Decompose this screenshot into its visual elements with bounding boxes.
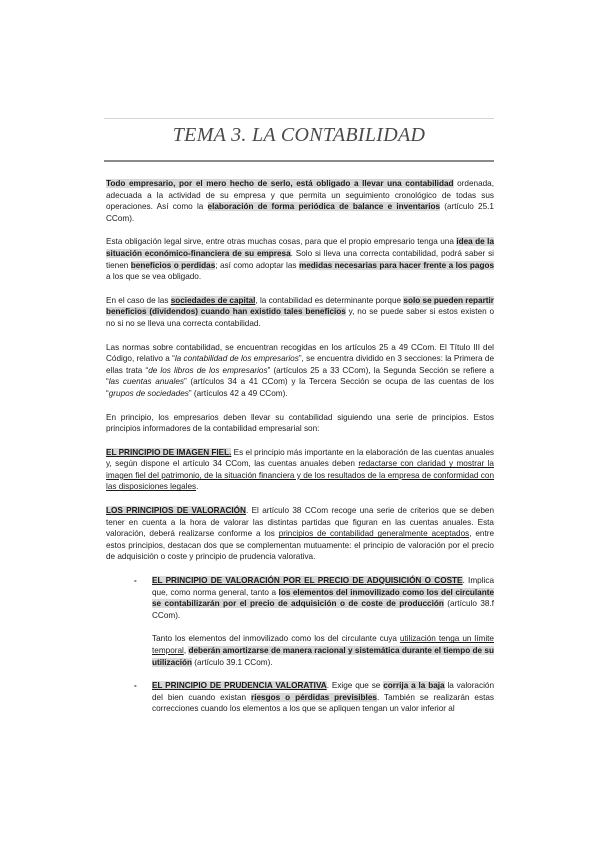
highlight-text: elaboración de forma periódica de balance e inventarios xyxy=(207,202,441,212)
paragraph-purpose xyxy=(106,236,494,282)
text: Las normas sobre contabilidad, se encuentran recogidas en los artículos 25 a 49 CCom. El Título III del Código, relativo a “ xyxy=(106,342,494,364)
highlight-text: LOS PRINCIPIOS DE VALORACIÓN xyxy=(106,506,246,516)
text: (artículo 39.1 CCom). xyxy=(192,657,273,667)
text: . xyxy=(196,482,199,492)
text: Tanto los elementos del inmovilizado como los del circulante cuya xyxy=(152,634,400,644)
text: Esta obligación legal sirve, entre otras muchas cosas, para que el propio empresario tenga una xyxy=(106,237,457,247)
highlight-text: los elementos del inmovilizado como los del circulante se contabilizarán por el precio de adquisición o de coste de producción xyxy=(152,587,494,609)
text: ordenada, adecuada a la actividad de su empresa y que permita un seguimiento cronológico de todas sus operaciones. Así como la xyxy=(106,179,495,212)
highlight-text: deberán amortizarse de manera racional y sistemática durante el tiempo de su utilización xyxy=(152,646,494,667)
italic-text: la contabilidad de los empresarios xyxy=(174,354,299,364)
list-item-prudencia xyxy=(106,680,494,715)
underlined-text: utilización tenga un límite temporal xyxy=(152,634,494,655)
highlight-text: sociedades de capital xyxy=(170,295,256,305)
text: y, no se puede saber si estos existen o no si no se lleva una correcta contabilidad. xyxy=(106,307,494,328)
text: . Solo si lleva una correcta contabilidad, podrá saber si tienen xyxy=(106,248,494,270)
text: (artículo 25.1 CCom). xyxy=(106,202,494,223)
text: , xyxy=(183,646,189,655)
paragraph-obligation xyxy=(106,178,494,224)
highlight-text: EL PRINCIPIO DE IMAGEN FIEL. xyxy=(106,447,232,457)
paragraph-principios-intro: En principio, los empresarios deben llevar su contabilidad siguiendo una serie de principios. Estos principios informadores de la contabilidad empresarial son: xyxy=(106,412,494,434)
text: ”, se encuentra dividido en 3 secciones: la Primera de ellas trata “ xyxy=(106,354,494,375)
underlined-text: redactarse con claridad y mostrar la imagen fiel del patrimonio, de la situación financiera y de los resultados de la empresa de conformidad con las disposiciones legales xyxy=(106,459,494,492)
header-rule xyxy=(104,118,494,119)
text: , la contabilidad es determinante porque xyxy=(255,295,404,305)
text: a los que se vea obligado. xyxy=(106,272,202,282)
text: . Exige que se xyxy=(326,681,384,691)
paragraph-prudencia xyxy=(152,680,494,715)
text: . Implica que, como norma general, tanto a xyxy=(152,576,494,597)
document-body xyxy=(106,178,494,727)
bullet-dash: - xyxy=(134,576,137,586)
underlined-text: principios de contabilidad generalmente aceptados xyxy=(278,529,470,539)
text: , entre estos principios, destacan dos que se complementan mutuamente: el principio de valoración por el precio de adquisición o coste y principio de prudencia valorativa. xyxy=(106,529,494,562)
highlight-text: EL PRINCIPIO DE VALORACIÓN POR EL PRECIO DE ADQUISICIÓN O COSTE xyxy=(152,576,463,586)
page-title: TEMA 3. LA CONTABILIDAD xyxy=(172,124,426,146)
text: Es el principio más importante en la elaboración de las cuentas anuales y, según dispone el artículo 34 CCom, las cuentas anuales deben xyxy=(106,447,495,469)
paragraph-amortizacion xyxy=(152,633,494,668)
bullet-dash: - xyxy=(134,681,137,691)
text: . El artículo 38 CCom recoge una serie de criterios que se deben tener en cuenta a la hora de valorar las distintas partidas que figuran en las cuentas anuales. Esta valoración, deberá realizarse conforme a los xyxy=(106,506,494,539)
paragraph-imagen-fiel xyxy=(106,447,494,493)
italic-text: grupos de sociedades xyxy=(108,388,189,398)
text: ” (artículos 25 a 33 CCom), la Segunda Sección se refiere a “ xyxy=(106,365,495,387)
paragraph-normas xyxy=(106,342,494,400)
highlight-text: riesgos o pérdidas previsibles xyxy=(251,692,377,702)
paragraph-sociedades xyxy=(106,295,494,330)
paragraph-valoracion xyxy=(106,505,494,563)
list-item-coste xyxy=(106,575,494,668)
highlight-text: medidas necesarias para hacer frente a los pagos xyxy=(298,260,494,270)
text: ” (artículos 34 a 41 CCom) y la Tercera Sección se ocupa de las cuentas de los “ xyxy=(106,377,494,398)
italic-text: las cuentas anuales xyxy=(108,377,184,387)
highlight-text: beneficios o perdidas xyxy=(130,260,216,270)
highlight-text: corrija a la baja xyxy=(383,681,445,691)
paragraph-coste xyxy=(152,575,494,621)
text: . También se realizarán estas correcciones cuando los elementos a los que se apliquen tengan un valor inferior al xyxy=(152,692,494,714)
italic-text: de los libros de los empresarios xyxy=(148,365,268,375)
highlight-text: EL PRINCIPIO DE PRUDENCIA VALORATIVA xyxy=(152,681,327,691)
text: (artículo 38.f CCom). xyxy=(152,599,494,620)
highlight-text: idea de la situación económico-financiera de su empresa xyxy=(106,237,494,258)
text: la valoración del bien cuando existan xyxy=(152,681,494,702)
title-underline xyxy=(104,160,494,162)
text: ” (artículos 42 a 49 CCom). xyxy=(188,388,288,398)
highlight-text: solo se pueden repartir beneficios (dividendos) cuando han existido tales beneficios xyxy=(106,295,494,317)
text: En el caso de las xyxy=(106,295,171,305)
highlight-text: Todo empresario, por el mero hecho de serlo, está obligado a llevar una contabilidad xyxy=(106,179,454,188)
text: ; así como adoptar las xyxy=(215,260,299,270)
